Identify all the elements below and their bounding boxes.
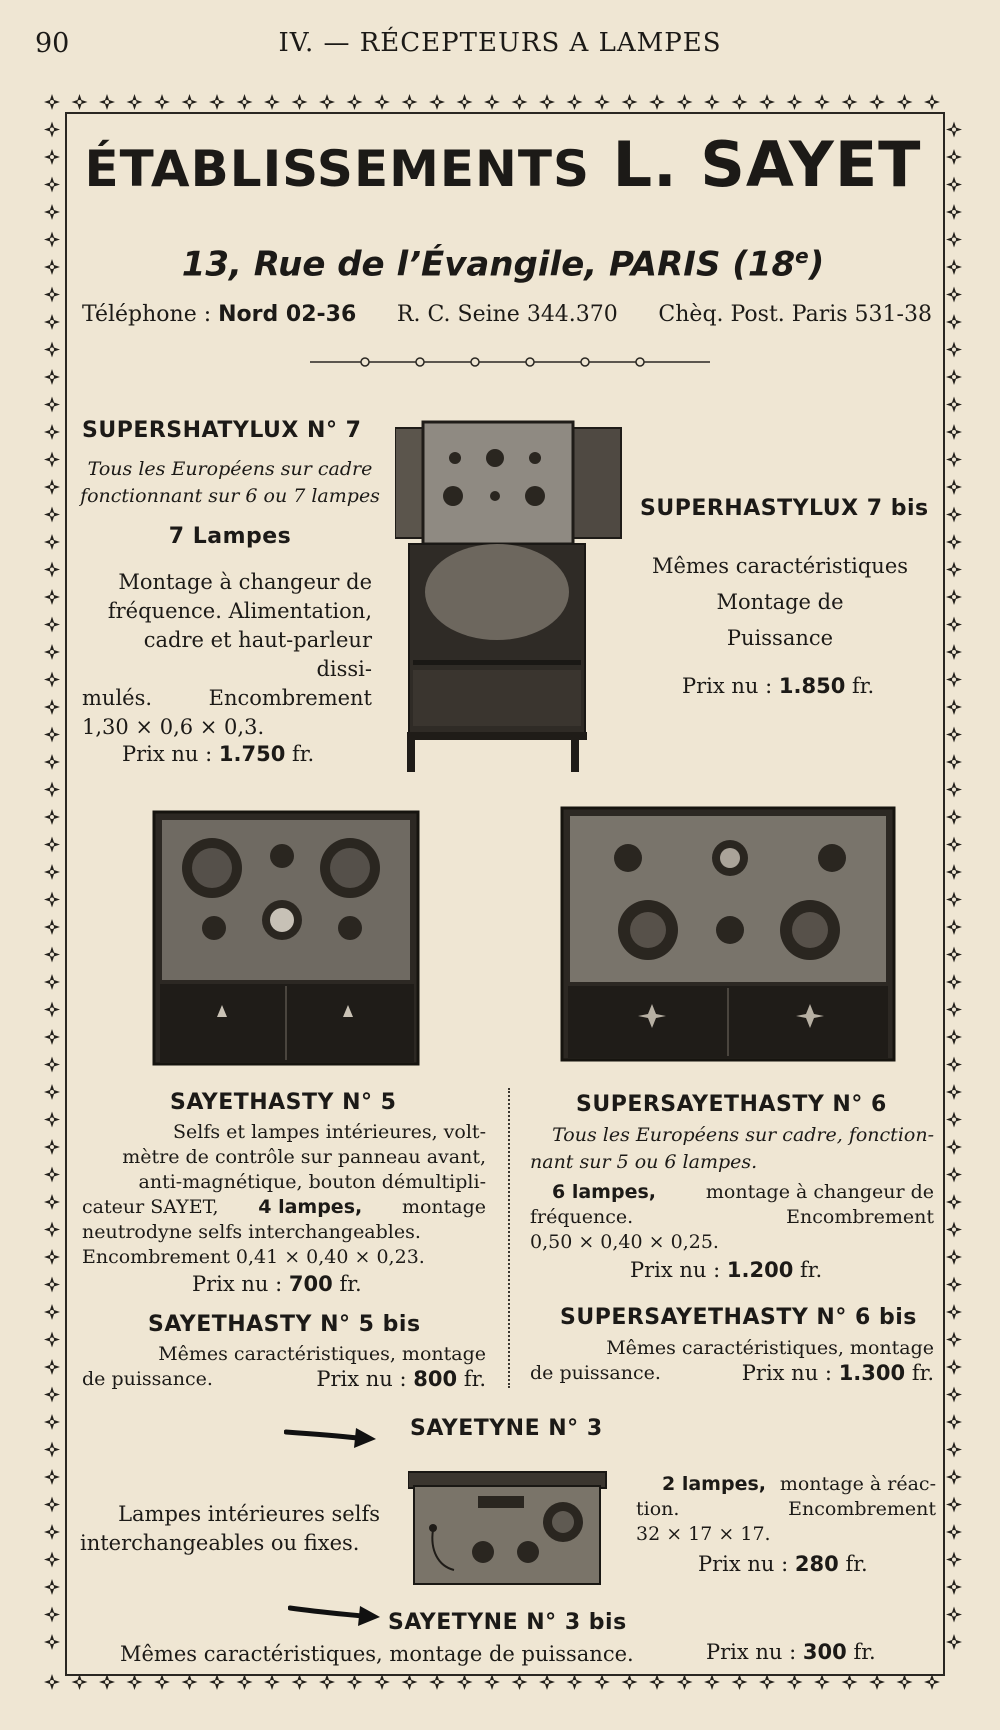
star-ornament bbox=[127, 1674, 143, 1690]
star-ornament bbox=[44, 259, 60, 275]
star-ornament bbox=[946, 699, 962, 715]
desc-line: Encombrement bbox=[208, 686, 372, 710]
star-ornament bbox=[44, 864, 60, 880]
product-desc-shatylux7 bbox=[82, 568, 372, 742]
phone-number: Nord 02-36 bbox=[218, 302, 357, 327]
star-ornament bbox=[209, 94, 225, 110]
star-ornament bbox=[44, 562, 60, 578]
star-ornament bbox=[946, 452, 962, 468]
star-ornament bbox=[99, 94, 115, 110]
price-label: Prix nu : bbox=[698, 1552, 789, 1576]
star-ornament bbox=[44, 1607, 60, 1623]
star-ornament bbox=[814, 94, 830, 110]
desc-line-bold: 6 lampes, bbox=[552, 1181, 656, 1203]
price-sayethasty5bis bbox=[316, 1367, 486, 1392]
star-ornament bbox=[484, 94, 500, 110]
company-address bbox=[70, 244, 936, 284]
star-ornament bbox=[512, 94, 528, 110]
star-ornament bbox=[44, 149, 60, 165]
star-ornament bbox=[44, 1304, 60, 1320]
company-name bbox=[70, 128, 936, 201]
product-desc-sayetyne3-right bbox=[636, 1472, 936, 1547]
star-ornament bbox=[44, 1497, 60, 1513]
star-ornament bbox=[44, 782, 60, 798]
address-end: ) bbox=[808, 244, 825, 285]
star-ornament bbox=[44, 1634, 60, 1650]
star-ornament bbox=[946, 1002, 962, 1018]
star-ornament bbox=[44, 204, 60, 220]
star-ornament bbox=[44, 287, 60, 303]
star-ornament bbox=[732, 1674, 748, 1690]
star-ornament bbox=[946, 837, 962, 853]
product-desc-sayetyne3-left bbox=[80, 1500, 380, 1558]
star-ornament bbox=[44, 1249, 60, 1265]
star-ornament bbox=[897, 1674, 913, 1690]
price-unit: fr. bbox=[800, 1258, 823, 1282]
desc-line: 0,50 × 0,40 × 0,25. bbox=[530, 1231, 719, 1253]
star-ornament bbox=[946, 892, 962, 908]
page-number: 90 bbox=[35, 28, 70, 59]
price-hastylux7bis bbox=[682, 674, 874, 698]
star-ornament bbox=[539, 94, 555, 110]
star-ornament bbox=[946, 562, 962, 578]
product-title-sayethasty5: SAYETHASTY N° 5 bbox=[170, 1090, 397, 1115]
star-ornament bbox=[44, 617, 60, 633]
star-ornament bbox=[44, 122, 60, 138]
star-ornament bbox=[539, 1674, 555, 1690]
star-ornament bbox=[946, 479, 962, 495]
sayetyne3-image bbox=[408, 1470, 608, 1586]
star-ornament bbox=[292, 1674, 308, 1690]
star-ornament bbox=[44, 1674, 60, 1690]
star-ornament bbox=[946, 974, 962, 990]
star-ornament bbox=[44, 1222, 60, 1238]
company-name-main: L. SAYET bbox=[612, 128, 922, 201]
star-ornament bbox=[946, 1634, 962, 1650]
price-unit: fr. bbox=[339, 1272, 362, 1296]
product-desc-hastylux7bis bbox=[640, 548, 920, 656]
star-ornament bbox=[946, 1057, 962, 1073]
tagline-line: fonctionnant sur 6 ou 7 lampes bbox=[80, 485, 380, 507]
arrow-right-icon bbox=[284, 1420, 378, 1450]
star-ornament bbox=[374, 1674, 390, 1690]
star-ornament bbox=[44, 699, 60, 715]
price-unit: fr. bbox=[292, 742, 315, 766]
star-ornament bbox=[44, 534, 60, 550]
star-ornament bbox=[44, 1167, 60, 1183]
star-ornament bbox=[44, 754, 60, 770]
star-ornament bbox=[44, 507, 60, 523]
desc-line: de puissance. bbox=[82, 1368, 213, 1390]
star-ornament bbox=[946, 1194, 962, 1210]
star-ornament bbox=[946, 672, 962, 688]
desc-line: Puissance bbox=[726, 626, 834, 650]
star-ornament bbox=[946, 947, 962, 963]
star-ornament bbox=[44, 1057, 60, 1073]
star-ornament bbox=[72, 94, 88, 110]
star-ornament bbox=[44, 1414, 60, 1430]
star-ornament bbox=[264, 1674, 280, 1690]
desc-line: fréquence. Alimentation, bbox=[107, 599, 372, 623]
star-ornament bbox=[677, 94, 693, 110]
desc-line: cadre et haut-parleur dissi- bbox=[143, 628, 372, 681]
star-ornament bbox=[594, 1674, 610, 1690]
price-value: 1.750 bbox=[218, 742, 286, 766]
price-label: Prix nu : bbox=[741, 1361, 832, 1385]
star-ornament bbox=[44, 1552, 60, 1568]
product-title-sayetyne3: SAYETYNE N° 3 bbox=[410, 1416, 603, 1441]
star-ornament bbox=[44, 1112, 60, 1128]
price-sayetyne3 bbox=[698, 1552, 868, 1576]
arrow-right-icon bbox=[288, 1598, 382, 1628]
star-ornament bbox=[44, 232, 60, 248]
desc-line: 32 × 17 × 17. bbox=[636, 1523, 771, 1545]
star-ornament bbox=[347, 1674, 363, 1690]
desc-line: mètre de contrôle sur panneau avant, bbox=[122, 1146, 486, 1168]
star-ornament bbox=[484, 1674, 500, 1690]
star-ornament bbox=[429, 94, 445, 110]
star-ornament bbox=[44, 837, 60, 853]
sayethasty5-image bbox=[152, 810, 422, 1068]
star-ornament bbox=[594, 94, 610, 110]
star-ornament bbox=[946, 1387, 962, 1403]
product-title-shatylux7: SUPERSHATYLUX N° 7 bbox=[82, 418, 362, 443]
star-ornament bbox=[44, 1277, 60, 1293]
company-name-prefix: ÉTABLISSEMENTS bbox=[84, 140, 590, 198]
star-ornament bbox=[946, 287, 962, 303]
desc-line: Mêmes caractéristiques, montage bbox=[158, 1343, 486, 1365]
star-ornament bbox=[44, 644, 60, 660]
star-ornament bbox=[946, 1084, 962, 1100]
star-ornament bbox=[946, 1497, 962, 1513]
price-unit: fr. bbox=[911, 1361, 934, 1385]
star-ornament bbox=[814, 1674, 830, 1690]
column-separator bbox=[508, 1088, 510, 1388]
star-ornament bbox=[946, 1552, 962, 1568]
star-ornament bbox=[732, 94, 748, 110]
desc-line: fréquence. bbox=[530, 1206, 634, 1228]
price-value: 1.850 bbox=[778, 674, 846, 698]
star-ornament bbox=[946, 727, 962, 743]
phone bbox=[82, 302, 356, 327]
star-ornament bbox=[44, 974, 60, 990]
desc-line: de puissance. bbox=[530, 1362, 661, 1384]
star-ornament bbox=[622, 1674, 638, 1690]
star-ornament bbox=[154, 1674, 170, 1690]
star-ornament bbox=[704, 1674, 720, 1690]
star-ornament bbox=[946, 782, 962, 798]
star-ornament bbox=[44, 1442, 60, 1458]
product-desc-supersayethasty6bis bbox=[530, 1336, 934, 1386]
star-ornament bbox=[946, 1167, 962, 1183]
star-ornament bbox=[44, 369, 60, 385]
star-ornament bbox=[946, 1579, 962, 1595]
desc-line: Lampes intérieures selfs bbox=[118, 1502, 380, 1526]
star-ornament bbox=[127, 94, 143, 110]
star-ornament bbox=[946, 507, 962, 523]
star-ornament bbox=[869, 1674, 885, 1690]
price-label: Prix nu : bbox=[316, 1367, 407, 1391]
star-ornament bbox=[44, 727, 60, 743]
star-ornament bbox=[946, 314, 962, 330]
star-ornament bbox=[946, 232, 962, 248]
price-sayethasty5 bbox=[192, 1272, 362, 1296]
star-ornament bbox=[44, 919, 60, 935]
divider-ornament bbox=[310, 355, 710, 369]
star-ornament bbox=[44, 1002, 60, 1018]
star-ornament bbox=[44, 342, 60, 358]
star-ornament bbox=[842, 1674, 858, 1690]
product-tagline-supersayethasty6 bbox=[530, 1122, 934, 1176]
lamp-count-shatylux7: 7 Lampes bbox=[168, 524, 292, 549]
desc-line: interchangeables ou fixes. bbox=[80, 1531, 360, 1555]
star-ornament bbox=[44, 1029, 60, 1045]
desc-line-bold: 2 lampes, bbox=[662, 1473, 766, 1495]
star-ornament bbox=[567, 1674, 583, 1690]
star-ornament bbox=[347, 94, 363, 110]
product-title-sayethasty5bis: SAYETHASTY N° 5 bis bbox=[148, 1312, 421, 1337]
desc-line: anti-magnétique, bouton démultipli- bbox=[138, 1171, 486, 1193]
star-ornament bbox=[946, 754, 962, 770]
star-ornament bbox=[457, 1674, 473, 1690]
product-title-supersayethasty6: SUPERSAYETHASTY N° 6 bbox=[576, 1092, 887, 1117]
star-ornament bbox=[44, 397, 60, 413]
star-ornament bbox=[44, 1194, 60, 1210]
star-ornament bbox=[946, 1112, 962, 1128]
star-ornament bbox=[946, 1277, 962, 1293]
price-value: 800 bbox=[413, 1367, 458, 1391]
rc-number: R. C. Seine 344.370 bbox=[396, 302, 618, 327]
star-ornament bbox=[787, 1674, 803, 1690]
star-ornament bbox=[99, 1674, 115, 1690]
star-ornament bbox=[946, 259, 962, 275]
star-ornament bbox=[759, 1674, 775, 1690]
running-head: IV. — RÉCEPTEURS A LAMPES bbox=[278, 28, 722, 58]
star-ornament bbox=[319, 94, 335, 110]
address-superscript: e bbox=[795, 244, 809, 268]
price-supersayethasty6 bbox=[630, 1258, 822, 1282]
contact-row bbox=[82, 302, 932, 327]
desc-line: 1,30 × 0,6 × 0,3. bbox=[82, 715, 265, 739]
star-ornament bbox=[946, 397, 962, 413]
star-ornament bbox=[946, 1332, 962, 1348]
phone-label: Téléphone : bbox=[82, 302, 212, 327]
price-unit: fr. bbox=[852, 674, 875, 698]
price-label: Prix nu : bbox=[706, 1640, 797, 1664]
star-ornament bbox=[44, 1579, 60, 1595]
star-ornament bbox=[182, 1674, 198, 1690]
price-label: Prix nu : bbox=[682, 674, 773, 698]
star-ornament bbox=[946, 1249, 962, 1265]
desc-line: montage bbox=[401, 1196, 486, 1218]
star-ornament bbox=[622, 94, 638, 110]
product-desc-sayethasty5 bbox=[82, 1120, 486, 1270]
desc-line: mulés. bbox=[82, 686, 153, 710]
star-ornament bbox=[946, 149, 962, 165]
star-ornament bbox=[946, 1029, 962, 1045]
star-ornament bbox=[946, 177, 962, 193]
desc-line: Mêmes caractéristiques bbox=[651, 554, 909, 578]
star-ornament bbox=[182, 94, 198, 110]
star-ornament bbox=[44, 314, 60, 330]
star-ornament bbox=[44, 94, 60, 110]
star-ornament bbox=[44, 1332, 60, 1348]
star-ornament bbox=[264, 94, 280, 110]
star-ornament bbox=[946, 369, 962, 385]
star-ornament bbox=[292, 94, 308, 110]
star-ornament bbox=[44, 809, 60, 825]
price-value: 700 bbox=[288, 1272, 333, 1296]
star-ornament bbox=[44, 589, 60, 605]
star-ornament bbox=[72, 1674, 88, 1690]
star-ornament bbox=[946, 204, 962, 220]
star-ornament bbox=[44, 452, 60, 468]
price-value: 300 bbox=[802, 1640, 847, 1664]
tagline-line: Tous les Européens sur cadre bbox=[87, 458, 373, 480]
desc-line: Selfs et lampes intérieures, volt- bbox=[173, 1121, 486, 1143]
star-ornament bbox=[946, 342, 962, 358]
price-unit: fr. bbox=[463, 1367, 486, 1391]
cabinet-radio-image bbox=[395, 420, 625, 772]
star-ornament bbox=[44, 1359, 60, 1375]
star-ornament bbox=[946, 424, 962, 440]
product-desc-supersayethasty6 bbox=[530, 1180, 934, 1255]
address-text: 13, Rue de l’Évangile, PARIS (18 bbox=[181, 244, 796, 285]
star-ornament bbox=[924, 1674, 940, 1690]
star-ornament bbox=[946, 1442, 962, 1458]
star-ornament bbox=[567, 94, 583, 110]
desc-line: montage à réac- bbox=[779, 1473, 936, 1495]
star-ornament bbox=[44, 177, 60, 193]
star-ornament bbox=[649, 94, 665, 110]
desc-line: Encombrement 0,41 × 0,40 × 0,23. bbox=[82, 1246, 425, 1268]
desc-line: Montage de bbox=[716, 590, 844, 614]
price-unit: fr. bbox=[853, 1640, 876, 1664]
desc-line: cateur SAYET, bbox=[82, 1196, 219, 1218]
desc-line: montage à changeur de bbox=[705, 1181, 934, 1203]
star-ornament bbox=[374, 94, 390, 110]
star-ornament bbox=[44, 1469, 60, 1485]
desc-line: tion. bbox=[636, 1498, 680, 1520]
desc-line: Encombrement bbox=[788, 1498, 936, 1520]
star-ornament bbox=[209, 1674, 225, 1690]
cheque-number: Chèq. Post. Paris 531-38 bbox=[658, 302, 932, 327]
star-ornament bbox=[429, 1674, 445, 1690]
star-ornament bbox=[946, 919, 962, 935]
star-ornament bbox=[946, 644, 962, 660]
price-label: Prix nu : bbox=[192, 1272, 283, 1296]
desc-line: Mêmes caractéristiques, montage bbox=[606, 1337, 934, 1359]
desc-line: Montage à changeur de bbox=[118, 570, 372, 594]
star-ornament bbox=[237, 1674, 253, 1690]
product-tagline-shatylux7 bbox=[80, 456, 380, 510]
star-ornament bbox=[946, 122, 962, 138]
star-ornament bbox=[869, 94, 885, 110]
star-ornament bbox=[44, 479, 60, 495]
star-ornament bbox=[759, 94, 775, 110]
star-ornament bbox=[44, 424, 60, 440]
star-ornament bbox=[946, 809, 962, 825]
star-ornament bbox=[946, 589, 962, 605]
star-ornament bbox=[44, 1084, 60, 1100]
star-ornament bbox=[704, 94, 720, 110]
star-ornament bbox=[897, 94, 913, 110]
star-ornament bbox=[924, 94, 940, 110]
star-ornament bbox=[402, 94, 418, 110]
star-ornament bbox=[946, 1139, 962, 1155]
star-ornament bbox=[677, 1674, 693, 1690]
star-ornament bbox=[946, 534, 962, 550]
product-desc-sayetyne3bis: Mêmes caractéristiques, montage de puissance. bbox=[120, 1642, 634, 1666]
star-ornament bbox=[319, 1674, 335, 1690]
star-ornament bbox=[44, 672, 60, 688]
star-ornament bbox=[946, 1414, 962, 1430]
star-ornament bbox=[946, 864, 962, 880]
price-sayetyne3bis bbox=[706, 1640, 876, 1664]
star-ornament bbox=[946, 1607, 962, 1623]
price-value: 1.300 bbox=[838, 1361, 906, 1385]
star-ornament bbox=[946, 1359, 962, 1375]
star-ornament bbox=[787, 94, 803, 110]
star-ornament bbox=[44, 1139, 60, 1155]
star-ornament bbox=[946, 1469, 962, 1485]
product-title-hastylux7bis: SUPERHASTYLUX 7 bis bbox=[640, 496, 929, 521]
star-ornament bbox=[154, 94, 170, 110]
price-unit: fr. bbox=[845, 1552, 868, 1576]
star-ornament bbox=[946, 617, 962, 633]
desc-line: Encombrement bbox=[786, 1206, 934, 1228]
tagline-line: Tous les Européens sur cadre, fonction- bbox=[552, 1124, 934, 1146]
tagline-line: nant sur 5 ou 6 lampes. bbox=[530, 1151, 758, 1173]
star-ornament bbox=[402, 1674, 418, 1690]
star-ornament bbox=[237, 94, 253, 110]
star-ornament bbox=[44, 947, 60, 963]
supersayethasty6-image bbox=[560, 806, 896, 1062]
product-desc-sayethasty5bis bbox=[82, 1342, 486, 1392]
star-ornament bbox=[946, 1222, 962, 1238]
price-shatylux7 bbox=[122, 742, 314, 766]
star-ornament bbox=[649, 1674, 665, 1690]
product-title-sayetyne3bis: SAYETYNE N° 3 bis bbox=[388, 1610, 627, 1635]
product-title-supersayethasty6bis: SUPERSAYETHASTY N° 6 bis bbox=[560, 1305, 917, 1330]
star-ornament bbox=[946, 1304, 962, 1320]
star-ornament bbox=[44, 1387, 60, 1403]
price-label: Prix nu : bbox=[122, 742, 213, 766]
price-value: 1.200 bbox=[726, 1258, 794, 1282]
star-ornament bbox=[946, 1524, 962, 1540]
star-ornament bbox=[457, 94, 473, 110]
star-ornament bbox=[44, 892, 60, 908]
star-ornament bbox=[44, 1524, 60, 1540]
desc-line-bold: 4 lampes, bbox=[258, 1196, 363, 1218]
price-label: Prix nu : bbox=[630, 1258, 721, 1282]
price-value: 280 bbox=[794, 1552, 839, 1576]
star-ornament bbox=[512, 1674, 528, 1690]
desc-line: neutrodyne selfs interchangeables. bbox=[82, 1221, 421, 1243]
star-ornament bbox=[842, 94, 858, 110]
price-supersayethasty6bis bbox=[742, 1361, 934, 1386]
